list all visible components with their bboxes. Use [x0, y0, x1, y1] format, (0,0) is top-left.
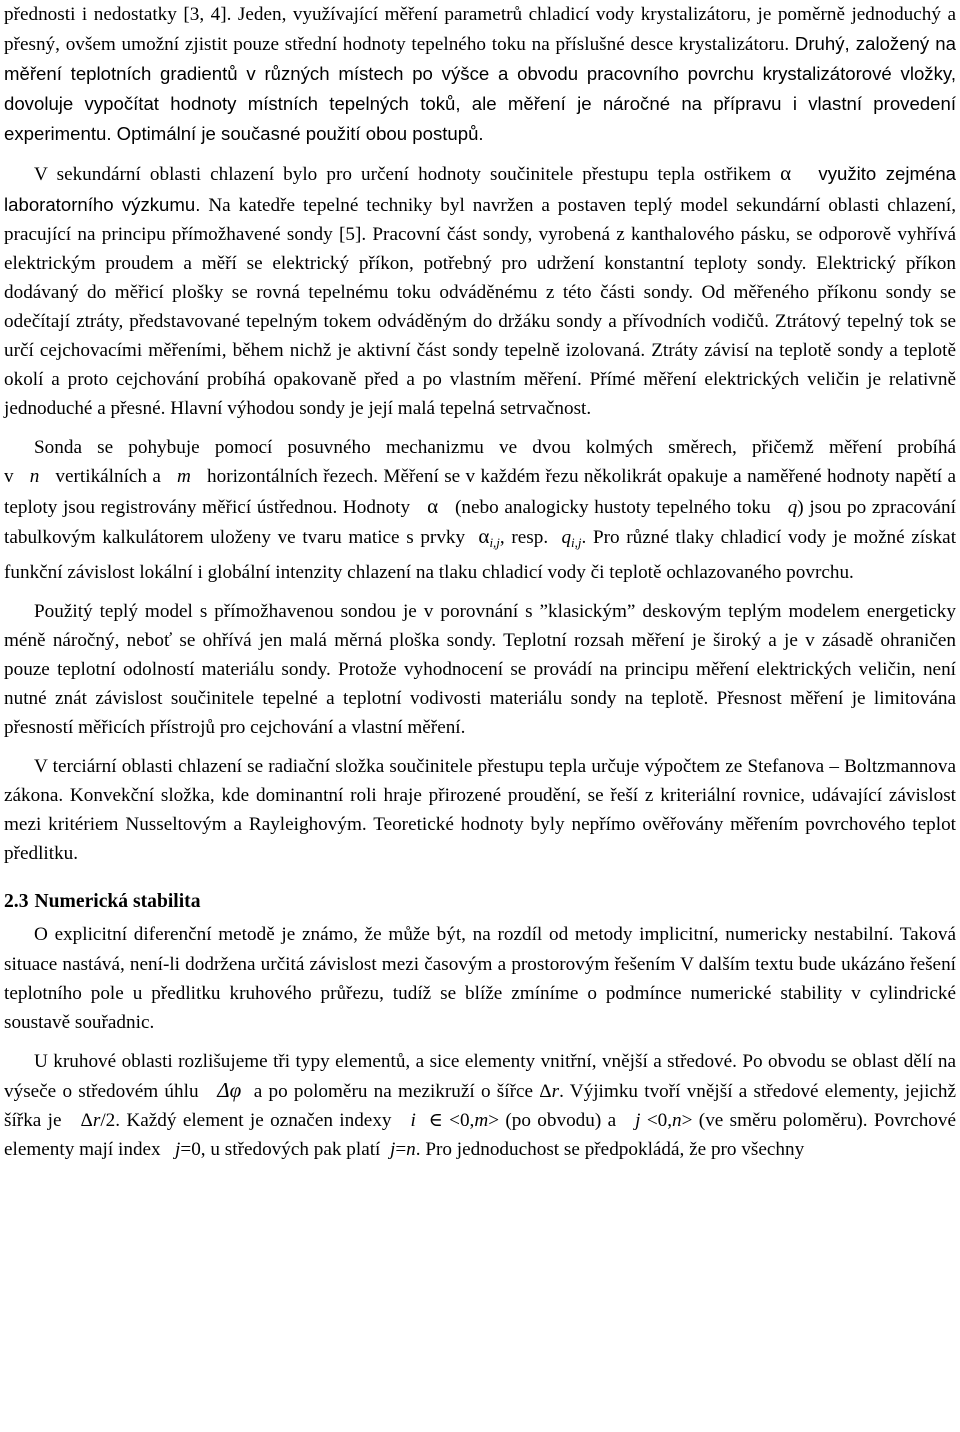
section-heading: [4, 887, 956, 916]
subscript-ij: i,j: [571, 535, 582, 551]
paragraph-1: [4, 0, 956, 149]
p7-text-d: /2. Každý element je označen indexy: [100, 1110, 392, 1132]
p7-text-e: ∈ <0,: [428, 1110, 475, 1132]
p3-text-c: horizontálních řezech. Měření se v každém řezu několikrát opakuje a naměřené hodnoty napětí a teploty jsou registrovány měřicí ústřednou. Hodnoty: [4, 466, 957, 518]
alpha-symbol: α: [780, 161, 792, 186]
paragraph-2: [4, 159, 956, 423]
p7-text-f: > (po obvodu) a: [488, 1110, 617, 1132]
section-title: Numerická stabilita: [34, 891, 201, 913]
p7-text-b: a po poloměru na mezikruží o šířce: [253, 1080, 534, 1102]
p2-text-b: využito zejména laboratorního výzkumu.: [4, 163, 957, 215]
var-q: q: [561, 526, 572, 548]
p7-text-l: =: [395, 1139, 407, 1161]
delta-symbol: Δ: [539, 1080, 552, 1102]
var-j: j: [635, 1110, 641, 1132]
delta-symbol: Δ: [80, 1110, 93, 1132]
p3-text-a: Sonda se pohybuje pomocí posuvného mechanizmu ve dvou kolmých směrech, přičemž měření probíhá v: [4, 437, 956, 488]
var-m: m: [177, 466, 191, 488]
p2-text-a: V sekundární oblasti chlazení bylo pro určení hodnoty součinitele přestupu tepla ostřikem: [34, 164, 771, 186]
p7-text-a: U kruhové oblasti rozlišujeme tři typy elementů, a sice elementy vnitřní, vnější a středové. Po obvodu se oblast dělí na výseče o středovém úhlu: [4, 1050, 956, 1102]
section-number: 2.3: [4, 891, 29, 913]
p3-text-g: . Pro různé tlaky chladicí vody je možné získat funkční závislost lokální i globální intenzity chlazení na tlaku chladicí vody či teplotě ochlazovaného povrchu.: [4, 526, 957, 583]
var-m: m: [474, 1110, 489, 1132]
subscript-ij: i,j: [489, 535, 500, 551]
paragraph-4: Použitý teplý model s přímožhavenou sondou je v porovnání s ”klasickým” deskovým teplým modelem energeticky méně náročný, neboť se ohřívá jen malá měrná ploška sondy. Teplotní rozsah měření je široký a je v zásadě ohraničen pouze teplotní odolností materiálu sondy. Protože vyhodnocení se provádí na principu měření elektrických veličin, není nutné znát závislost součinitele tepelné a teplotní vodivosti materiálu sondy na teplotě. Přesnost měření je limitována přesností měřicích přístrojů pro cejchování a vlastní měření.: [4, 600, 956, 738]
p2-text-c: Na katedře tepelné techniky byl navržen a postaven teplý model sekundární oblasti chlazení, pracující na principu přímožhavené sondy [5]. Pracovní část sondy, vyrobená z kanthalového pásku, se odporově vyhřívá elektrickým proudem a měří se elektrický příkon, potřebný pro udržení konstantní teploty sondy. Elektrický příkon dodávaný do měřicí plošky se rovná tepelnému toku odváděnému z této části sondy. Od měřeného příkonu sondy se odečítají ztráty, představované tepelným tokem odváděným do držáku sondy a přívodních vodičů. Ztrátový tepelný tok se určí cejchovacími měřeními, během nichž je aktivní část sondy tepelně izolovaná. Ztráty závisí na teplotě sondy a teplotě okolí a proto cejchování probíhá opakovaně před a po vlastním měření. Přímé měření elektrických veličin je relativně jednoduché a přesné. Hlavní výhodou sondy je její malá tepelná setrvačnost.: [4, 194, 956, 420]
p7-text-g: <0,: [646, 1110, 673, 1132]
alpha-symbol: α: [427, 493, 439, 518]
paragraph-3: [4, 433, 956, 586]
p1-text-serif: přednosti i nedostatky [3, 4]. Jeden, využívající měření parametrů chladicí vody krystalizátoru, je poměrně jednoduchý a přesný, ovšem umožní zjistit pouze střední hodnoty tepelného toku na příslušné desce krystalizátoru.: [4, 4, 956, 56]
paragraph-6: O explicitní diferenční metodě je známo, že může být, na rozdíl od metody implicitní, numericky nestabilní. Taková situace nastává, není-li dodržena určitá závislost mezi časovým a prostorovým řešením V dalším textu bude ukázáno řešení teplotního pole u předlitku kruhového průřezu, tudíž se blíže zmíníme o podmínce numerické stability v cylindrické soustavě souřadnic.: [4, 924, 956, 1033]
var-n: n: [29, 466, 40, 488]
p3-text-f: , resp.: [499, 526, 549, 548]
p7-text-c: . Výjimku tvoří vnější a středové elementy, jejichž šířka je: [4, 1080, 957, 1132]
p3-text-d: (nebo analogicky hustoty tepelného toku: [455, 496, 771, 518]
var-n: n: [672, 1110, 682, 1132]
var-r: r: [551, 1080, 560, 1102]
delta-phi-symbol: Δφ: [217, 1077, 242, 1102]
var-j: j: [175, 1139, 181, 1161]
p7-text-h: > (ve směru poloměru). Povrchové elementy mají index: [4, 1110, 957, 1161]
paragraph-7: [4, 1047, 956, 1164]
var-n: n: [406, 1139, 416, 1161]
p3-text-b: vertikálních a: [55, 466, 161, 488]
paragraph-5: V terciární oblasti chlazení se radiační složka součinitele přestupu tepla určuje výpočtem ze Stefanova – Boltzmannova zákona. Konvekční složka, kde dominantní roli hraje přirozené proudění, se řeší z kriteriální rovnice, udávající závislost mezi kritériem Nusseltovým a Rayleighovým. Teoretické hodnoty byly nepřímo ověřovány měřením povrchového teplot předlitku.: [4, 756, 956, 865]
var-r: r: [92, 1110, 101, 1132]
p7-text-o: . Pro jednoduchost se předpokládá, že pro všechny: [415, 1139, 805, 1161]
p7-text-k: =0, u středových pak platí: [180, 1139, 381, 1161]
var-i: i: [410, 1110, 416, 1132]
p3-text-e: ) jsou po zpracování tabulkovým kalkulátorem uloženy ve tvaru matice s prvky: [4, 496, 956, 548]
var-q: q: [787, 496, 798, 518]
p1-text-sans: Druhý, založený na měření teplotních gradientů v různých místech po výšce a obvodu pracovního povrchu krystalizátorové vložky, dovoluje vypočítat hodnoty místních tepelných toků, ale měření je náročné na přípravu i vlastní provedení experimentu. Optimální je současné použití obou postupů.: [4, 33, 956, 145]
alpha-symbol: α: [478, 523, 490, 548]
var-j: j: [389, 1139, 396, 1161]
